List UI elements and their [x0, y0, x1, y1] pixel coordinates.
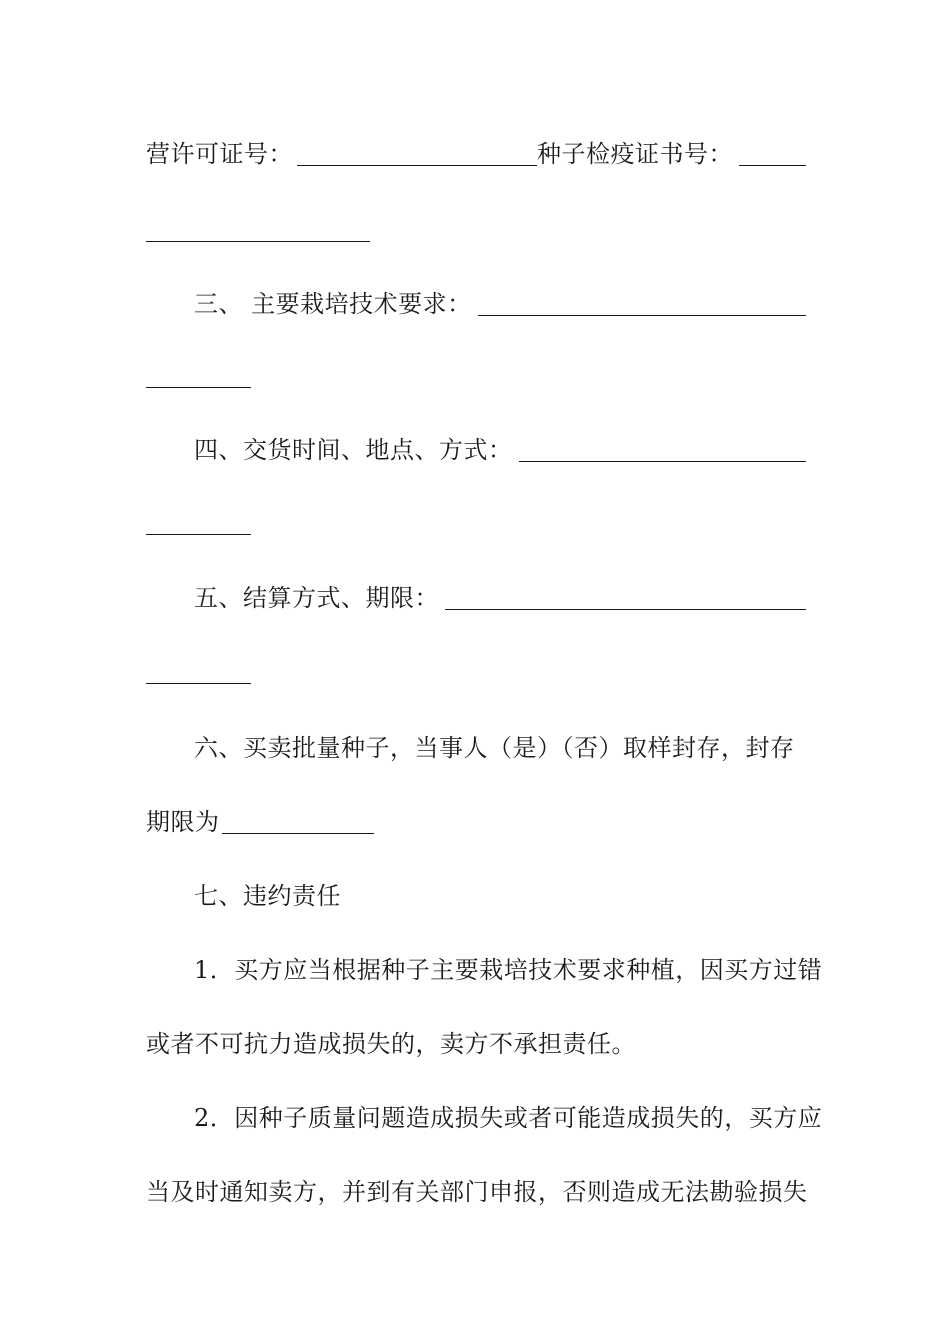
section-5	[194, 578, 806, 618]
clause-1-line-2: 或者不可抗力造成损失的，卖方不承担责任。	[146, 1030, 636, 1058]
section-3-label: 三、 主要栽培技术要求：	[194, 290, 472, 318]
clause-2-line-1: 2．因种子质量问题造成损失或者可能造成损失的，买方应	[194, 1104, 823, 1132]
section-5-blank-2[interactable]	[146, 657, 251, 684]
section-3-cont	[146, 356, 806, 396]
clause-1-line-1: 1．买方应当根据种子主要栽培技术要求种植，因买方过错	[194, 956, 823, 984]
section-5-blank[interactable]	[445, 583, 806, 610]
section-4-label: 四、交货时间、地点、方式：	[194, 436, 513, 464]
license-label: 营许可证号：	[146, 140, 293, 168]
section-3	[194, 284, 806, 324]
license-line	[146, 134, 806, 174]
quarantine-label: 种子检疫证书号：	[537, 140, 733, 168]
section-3-blank-2[interactable]	[146, 361, 251, 388]
section-3-blank[interactable]	[478, 289, 806, 316]
section-4	[194, 430, 806, 470]
section-6-cont	[146, 802, 806, 842]
section-4-cont	[146, 503, 806, 543]
section-6-cont-label: 期限为	[146, 808, 220, 836]
license-blank[interactable]	[297, 139, 537, 166]
section-4-blank[interactable]	[519, 435, 807, 462]
clause-2-line-2: 当及时通知卖方，并到有关部门申报，否则造成无法勘验损失	[146, 1178, 808, 1206]
section-5-label: 五、结算方式、期限：	[194, 584, 439, 612]
seal-period-blank[interactable]	[222, 807, 374, 834]
quarantine-blank-cont	[146, 210, 806, 250]
section-6: 六、买卖批量种子，当事人（是）（否）取样封存，封存	[194, 734, 795, 762]
section-5-cont	[146, 652, 806, 692]
section-4-blank-2[interactable]	[146, 508, 251, 535]
quarantine-blank-2[interactable]	[146, 215, 370, 242]
quarantine-blank[interactable]	[739, 139, 806, 166]
section-7-title: 七、违约责任	[194, 882, 341, 910]
